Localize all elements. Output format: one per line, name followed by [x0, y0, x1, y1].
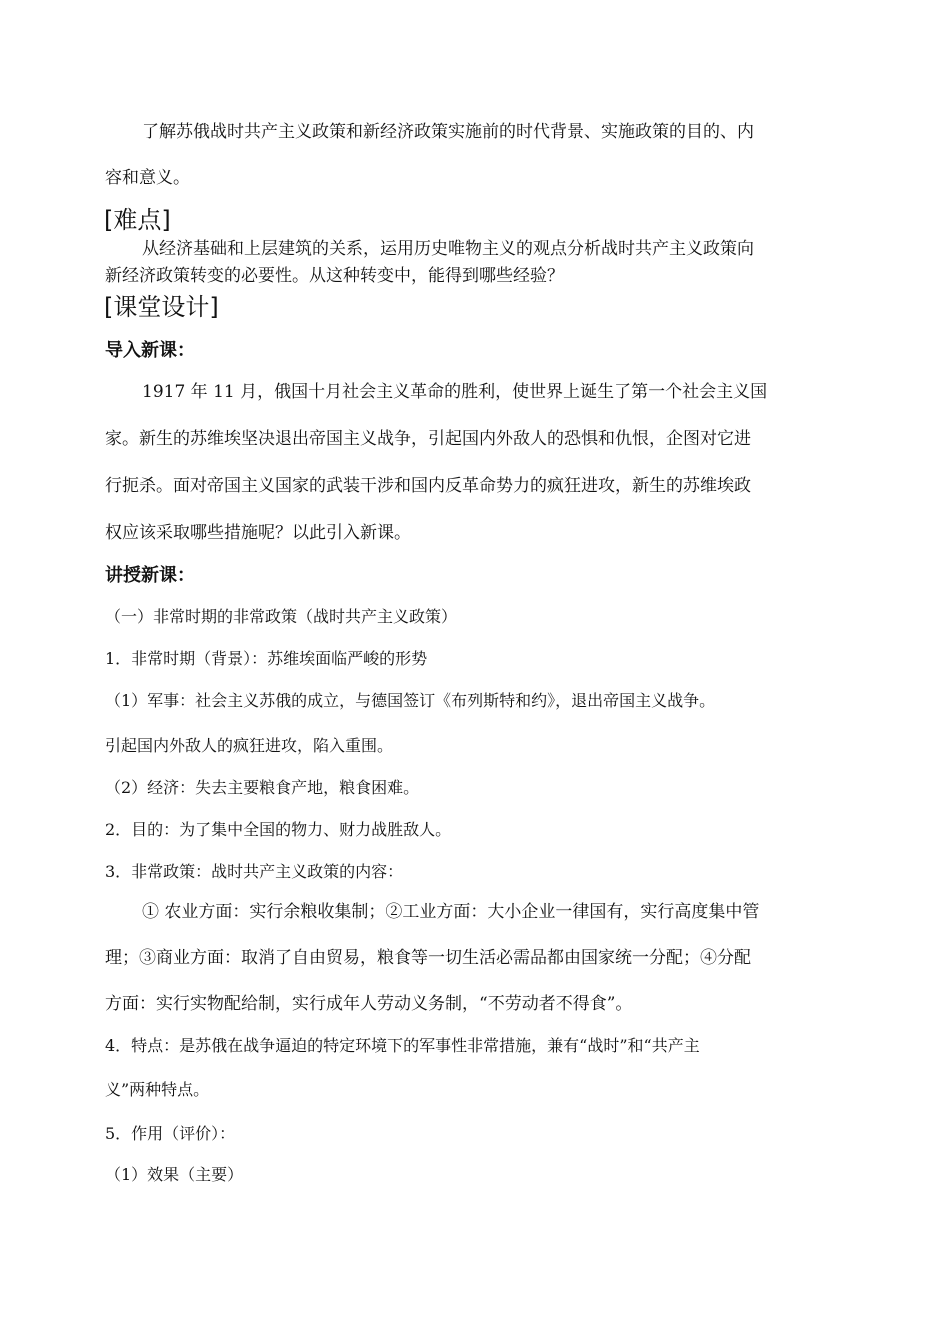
item-3-content-line-2: 理；③商业方面：取消了自由贸易，粮食等一切生活必需品都由国家统一分配；④分配: [105, 948, 751, 968]
item-3-content-line-3: 方面：实行实物配给制，实行成年人劳动义务制，“不劳动者不得食”。: [105, 994, 633, 1014]
item-4-line-2: 义”两种特点。: [105, 1080, 210, 1099]
item-1-1-line-2: 引起国内外敌人的疯狂进攻，陷入重围。: [105, 736, 394, 755]
difficulty-heading: [难点]: [104, 206, 171, 234]
class-design-heading: [课堂设计]: [104, 293, 219, 321]
item-5-1: （1）效果（主要）: [105, 1165, 244, 1184]
intro-paragraph-line-1: 1917 年 11 月，俄国十月社会主义革命的胜利，使世界上诞生了第一个社会主义国: [142, 382, 768, 402]
difficulty-line-2: 新经济政策转变的必要性。从这种转变中，能得到哪些经验？: [105, 266, 564, 286]
new-lesson-intro-heading: 导入新课：: [105, 340, 195, 361]
intro-paragraph-line-3: 行扼杀。面对帝国主义国家的武装干涉和国内反革命势力的疯狂进攻，新生的苏维埃政: [105, 476, 751, 496]
item-1: 1．非常时期（背景）：苏维埃面临严峻的形势: [105, 649, 428, 668]
item-5: 5．作用（评价）：: [105, 1124, 236, 1143]
item-3-content-line-1: ① 农业方面：实行余粮收集制；②工业方面：大小企业一律国有，实行高度集中管: [142, 902, 760, 922]
difficulty-line-1: 从经济基础和上层建筑的关系，运用历史唯物主义的观点分析战时共产主义政策向: [142, 239, 754, 259]
intro-line-1: 了解苏俄战时共产主义政策和新经济政策实施前的时代背景、实施政策的目的、内: [142, 122, 754, 142]
teaching-heading: 讲授新课：: [105, 565, 195, 586]
item-1-1-line-1: （1）军事：社会主义苏俄的成立，与德国签订《布列斯特和约》，退出帝国主义战争。: [105, 691, 716, 710]
intro-paragraph-line-4: 权应该采取哪些措施呢？以此引入新课。: [105, 523, 411, 543]
item-4-line-1: 4．特点：是苏俄在战争逼迫的特定环境下的军事性非常措施，兼有“战时”和“共产主: [105, 1036, 700, 1055]
item-3: 3．非常政策：战时共产主义政策的内容：: [105, 862, 404, 881]
intro-paragraph-line-2: 家。新生的苏维埃坚决退出帝国主义战争，引起国内外敌人的恐惧和仇恨，企图对它进: [105, 429, 751, 449]
section-1-title: （一）非常时期的非常政策（战时共产主义政策）: [105, 607, 458, 626]
item-2: 2．目的：为了集中全国的物力、财力战胜敌人。: [105, 820, 452, 839]
item-1-2: （2）经济：失去主要粮食产地，粮食困难。: [105, 778, 420, 797]
intro-line-2: 容和意义。: [105, 168, 190, 188]
